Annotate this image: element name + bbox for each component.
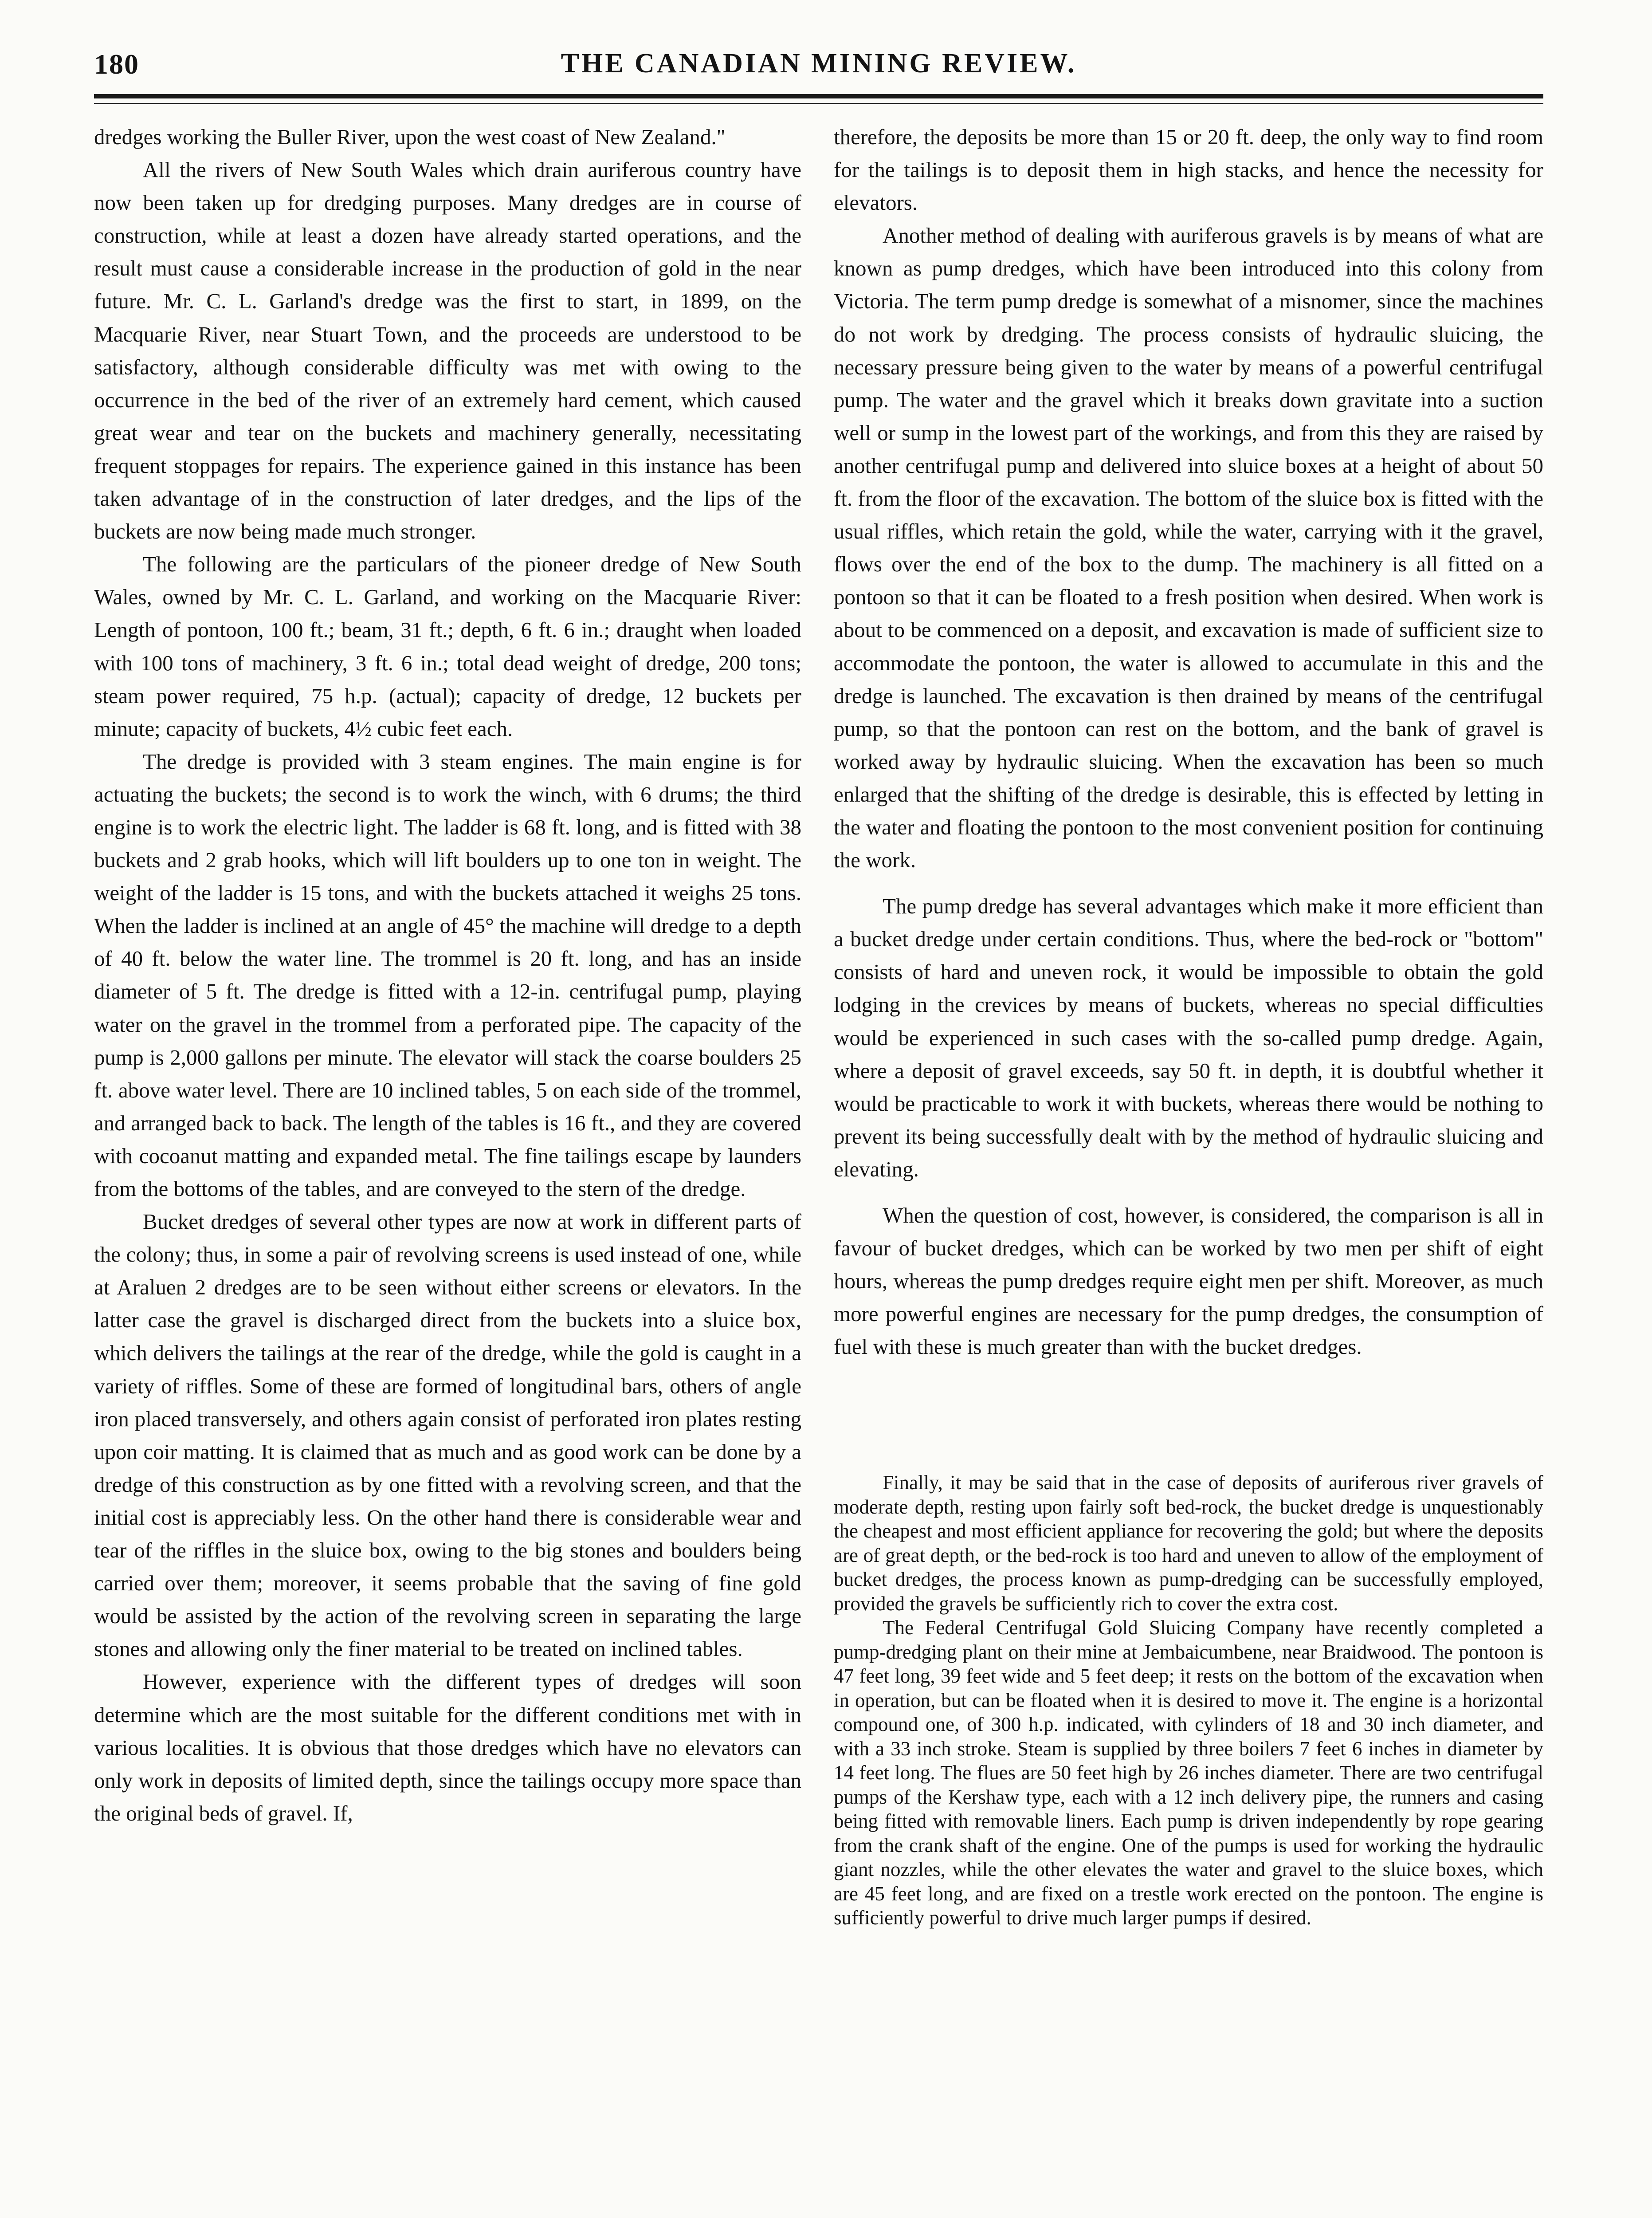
paragraph: The dredge is provided with 3 steam engines. The main engine is for actuating the buckets; the second is to work the winch, with 6 drums; the third engine is to work the electric light. The ladder is 68 ft. long, and is fitted with 38 buckets and 2 grab hooks, which will lift boulders up to one ton in weight. The weight of the ladder is 15 tons, and with the buckets attached it weighs 25 tons. When the ladder is inclined at an angle of 45° the machine will dredge to a depth of 40 ft. below the water line. The trommel is 20 ft. long, and has an inside diameter of 5 ft. The dredge is fitted with a 12-in. centrifugal pump, playing water on the gravel in the trommel from a perforated pipe. The capacity of the pump is 2,000 gallons per minute. The elevator will stack the coarse boulders 25 ft. above water level. There are 10 inclined tables, 5 on each side of the trommel, and arranged back to back. The length of the tables is 16 ft., and they are covered with cocoanut matting and expanded metal. The fine tailings escape by launders from the bottoms of the tables, and are conveyed to the stern of the dredge. xyxy=(94,749,801,1201)
paragraph: However, experience with the different types of dredges will soon determine which are the most suitable for the different conditions met with in various localities. It is obvious that those dredges which have no elevators can only work in deposits of limited depth, since the tailings occupy more space than the original beds of gravel. If, xyxy=(94,1669,801,1825)
paragraph: The pump dredge has several advantages which make it more efficient than a bucket dredge under certain conditions. Thus, where the bed-rock or "bottom" consists of hard and uneven rock, it would be impossible to obtain the gold lodging in the crevices by means of buckets, whereas no special difficulties would be experienced in such cases with the so-called pump dredge. Again, where a deposit of gravel exceeds, say 50 ft. in depth, it is doubtful whether it would be practicable to work it with buckets, whereas there would be nothing to prevent its being successfully dealt with by the method of hydraulic sluicing and elevating. xyxy=(834,894,1543,1181)
paragraph: therefore, the deposits be more than 15 or 20 ft. deep, the only way to find room for the tailings is to deposit them in high stacks, and hence the necessity for elevators. xyxy=(834,125,1543,215)
paragraph: dredges working the Buller River, upon the west coast of New Zealand." xyxy=(94,125,726,149)
paragraph: Finally, it may be said that in the case of deposits of auriferous river gravels of moderate depth, resting upon fairly soft bed-rock, the bucket dredge is unquestionably the cheapest and most efficient appliance for recovering the gold; but where the deposits are of great depth, or the bed-rock is too hard and uneven to allow of the employment of bucket dredges, the process known as pump-dredging can be successfully employed, provided the gravels be sufficiently rich to cover the extra cost. xyxy=(834,1471,1543,1615)
page-header xyxy=(94,48,1543,101)
left-column xyxy=(94,121,801,1830)
right-column-bottom xyxy=(834,1471,1543,1930)
header-rule-thin xyxy=(94,103,1543,104)
paragraph: When the question of cost, however, is considered, the comparison is all in favour of bucket dredges, which can be worked by two men per shift of eight hours, whereas the pump dredges require eight men per shift. Moreover, as much more powerful engines are necessary for the pump dredges, the consumption of fuel with these is much greater than with the bucket dredges. xyxy=(834,1203,1543,1359)
right-column-top xyxy=(834,121,1543,1363)
paragraph: Bucket dredges of several other types are now at work in different parts of the colony; thus, in some a pair of revolving screens is used instead of one, while at Araluen 2 dredges are to be seen without either screens or elevators. In the latter case the gravel is discharged direct from the buckets into a sluice box, which delivers the tailings at the rear of the dredge, while the gold is caught in a variety of riffles. Some of these are formed of longitudinal bars, others of angle iron placed transversely, and others again consist of perforated iron plates resting upon coir matting. It is claimed that as much and as good work can be done by a dredge of this construction as by one fitted with a revolving screen, and that the initial cost is appreciably less. On the other hand there is considerable wear and tear of the riffles in the sluice box, owing to the big stones and boulders being carried over them; moreover, it seems probable that the saving of fine gold would be assisted by the action of the revolving screen in separating the large stones and allowing only the finer material to be treated on inclined tables. xyxy=(94,1209,801,1661)
journal-title: THE CANADIAN MINING REVIEW. xyxy=(561,48,1077,79)
paragraph: The Federal Centrifugal Gold Sluicing Company have recently completed a pump-dredging plant on their mine at Jembaicumbene, near Braidwood. The pontoon is 47 feet long, 39 feet wide and 5 feet deep; it rests on the bottom of the excavation when in operation, but can be floated when it is desired to move it. The engine is a horizontal compound one, of 300 h.p. indicated, with cylinders of 18 and 30 inch diameter, and with a 33 inch stroke. Steam is supplied by three boilers 7 feet 6 inches in diameter by 14 feet long. The flues are 50 feet high by 26 inches diameter. There are two centrifugal pumps of the Kershaw type, each with a 12 inch delivery pipe, the runners and casing being fitted with removable liners. Each pump is driven independently by rope gearing from the crank shaft of the engine. One of the pumps is used for working the hydraulic giant nozzles, while the other elevates the water and gravel to the sluice boxes, which are 45 feet long, and are fixed on a trestle work erected on the pontoon. The engine is sufficiently powerful to drive much larger pumps if desired. xyxy=(834,1616,1543,1929)
paragraph: All the rivers of New South Wales which drain auriferous country have now been taken up for dredging purposes. Many dredges are in course of construction, while at least a dozen have already started operations, and the result must cause a considerable increase in the production of gold in the near future. Mr. C. L. Garland's dredge was the first to start, in 1899, on the Macquarie River, near Stuart Town, and the proceeds are understood to be satisfactory, although considerable difficulty was met with owing to the occurrence in the bed of the river of an extremely hard cement, which caused great wear and tear on the buckets and machinery generally, necessitating frequent stoppages for repairs. The experience gained in this instance has been taken advantage of in the construction of later dredges, and the lips of the buckets are now being made much stronger. xyxy=(94,157,801,544)
paragraph: Another method of dealing with auriferous gravels is by means of what are known as pump dredges, which have been introduced into this colony from Victoria. The term pump dredge is somewhat of a misnomer, since the machines do not work by dredging. The process consists of hydraulic sluicing, the necessary pressure being given to the water by means of a powerful centrifugal pump. The water and the gravel which it breaks down gravitate into a suction well or sump in the lowest part of the workings, and from this they are raised by another centrifugal pump and delivered into sluice boxes at a height of about 50 ft. from the floor of the excavation. The bottom of the sluice box is fitted with the usual riffles, which retain the gold, while the water, carrying with it the gravel, flows over the end of the box to the dump. The machinery is all fitted on a pontoon so that it can be floated to a fresh position when desired. When work is about to be commenced on a deposit, and excavation is made of sufficient size to accommodate the pontoon, the water is allowed to accumulate in this and the dredge is launched. The excavation is then drained by means of the centrifugal pump, so that the pontoon can rest on the bottom, and the bank of gravel is worked away by hydraulic sluicing. When the excavation has been so much enlarged that the shifting of the dredge is desirable, this is effected by letting in the water and floating the pontoon to the most convenient position for continuing the work. xyxy=(834,223,1543,873)
header-rule-thick xyxy=(94,94,1543,98)
page-number: 180 xyxy=(94,48,139,80)
paragraph: The following are the particulars of the pioneer dredge of New South Wales, owned by Mr. C. L. Garland, and working on the Macquarie River: Length of pontoon, 100 ft.; beam, 31 ft.; depth, 6 ft. 6 in.; draught when loaded with 100 tons of machinery, 3 ft. 6 in.; total dead weight of dredge, 200 tons; steam power required, 75 h.p. (actual); capacity of dredge, 12 buckets per minute; capacity of buckets, 4½ cubic feet each. xyxy=(94,552,801,741)
